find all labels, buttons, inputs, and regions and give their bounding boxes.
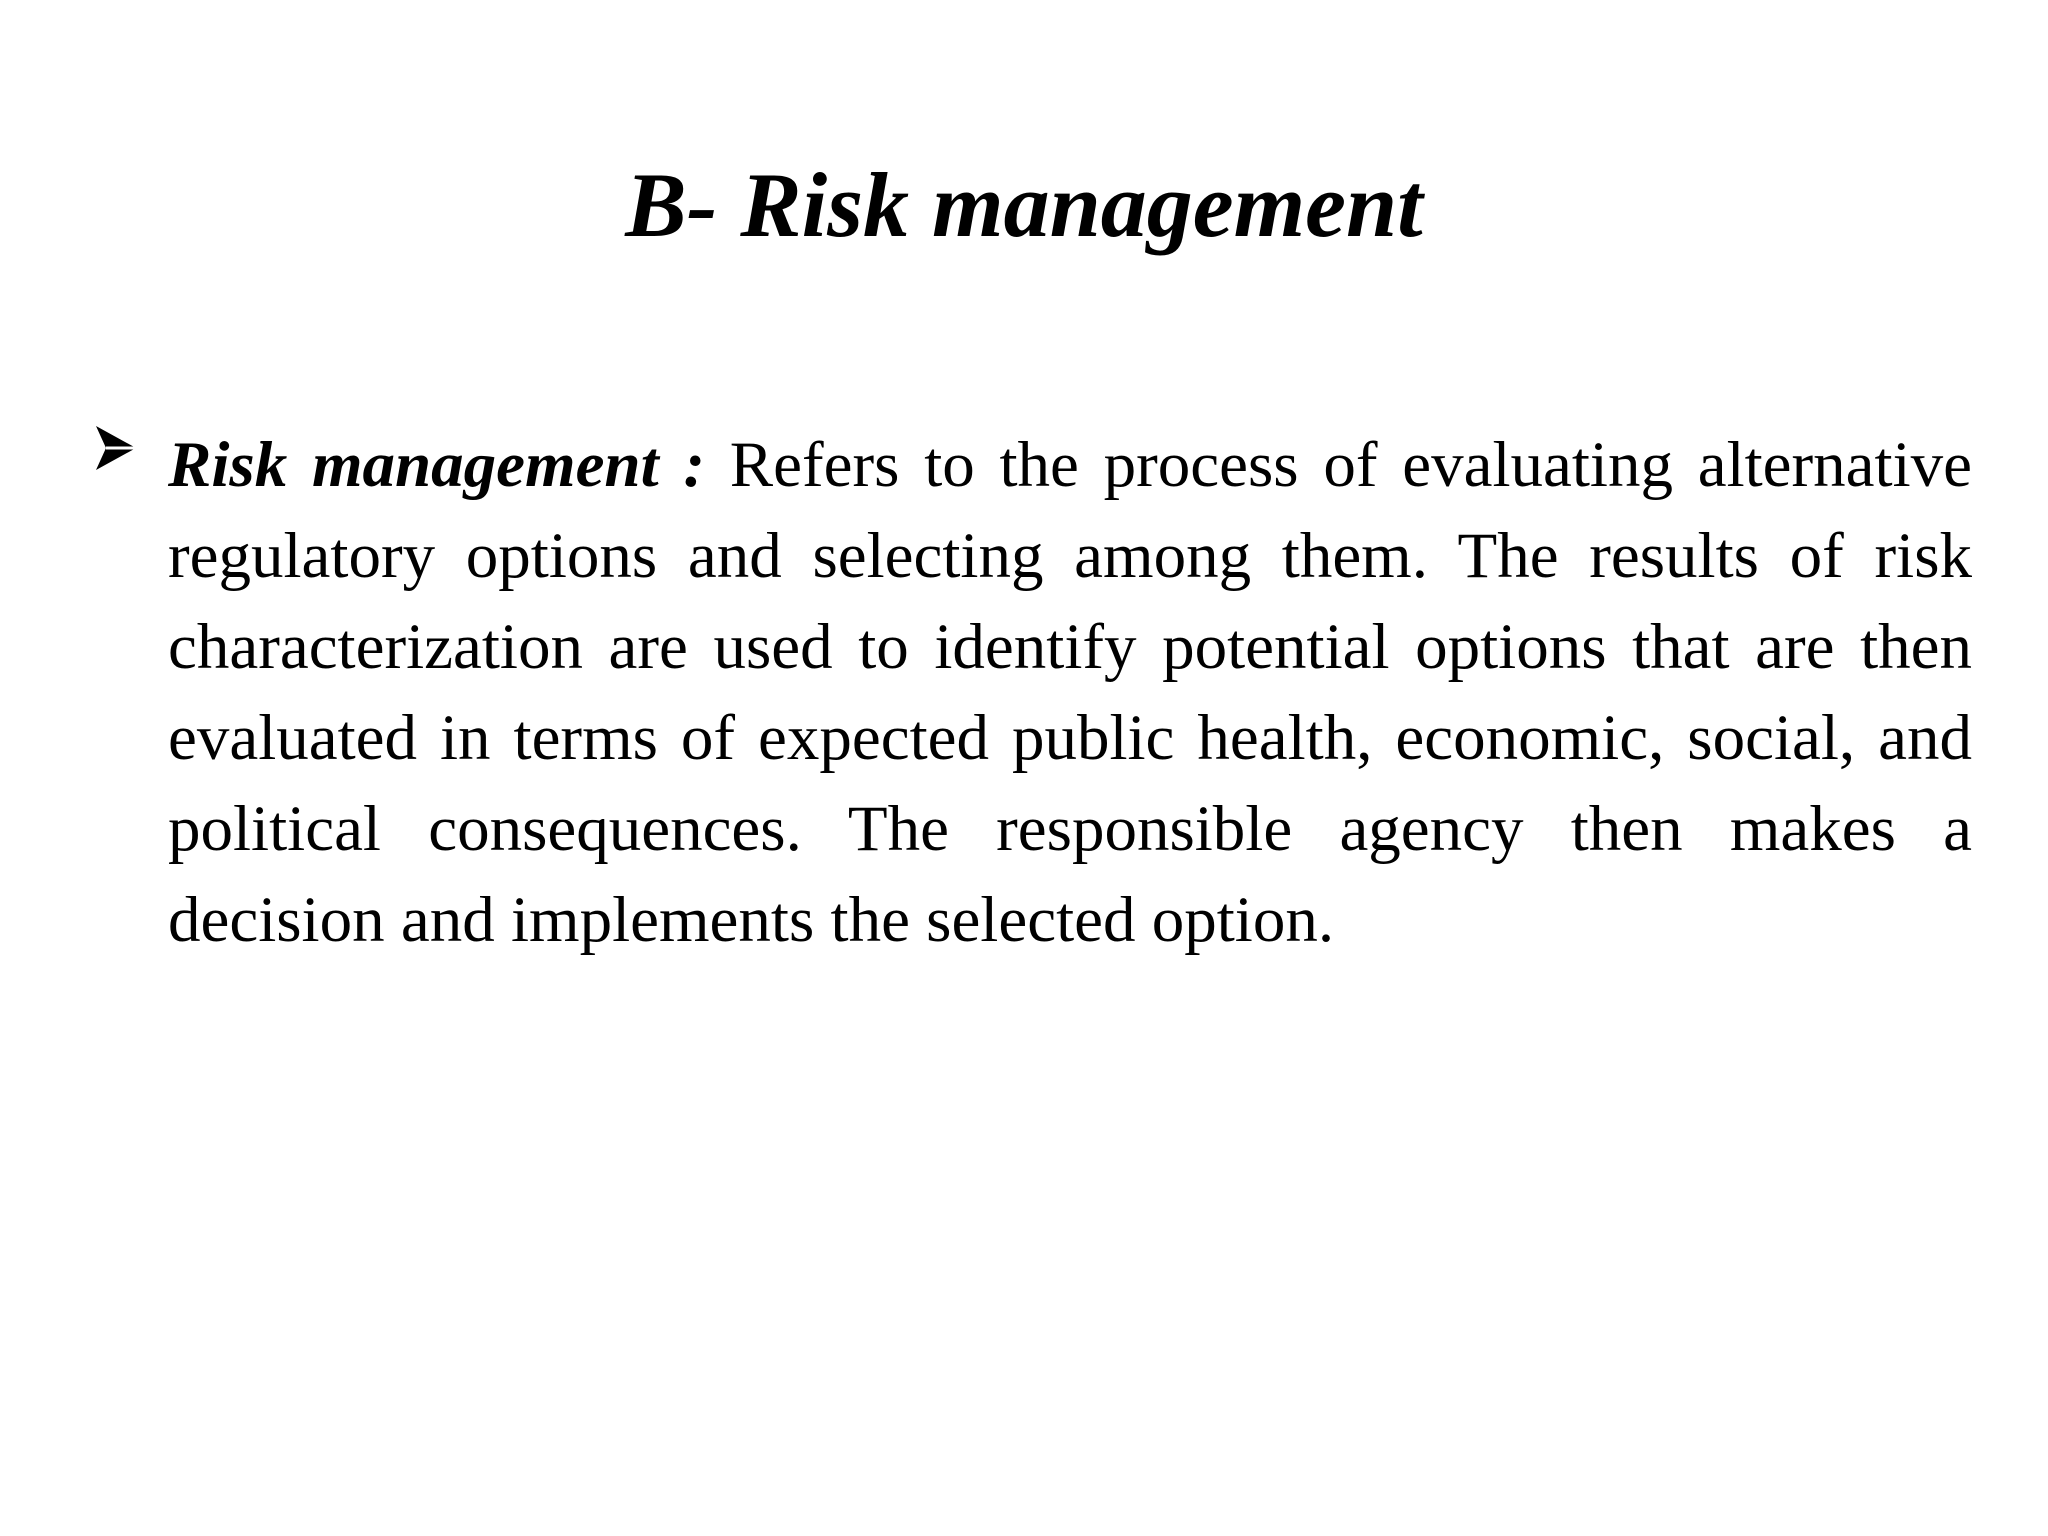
bullet-definition: Refers to the process of evaluating alternative regulatory options and selecting among them. The results of risk characterization are used to identify potential options that are then evaluated in terms of expected public health, economic, social, and political consequences. The responsible agency then makes a decision and implements the selected option. bbox=[168, 429, 1972, 956]
bullet-text bbox=[168, 420, 1972, 966]
slide-title: B- Risk management bbox=[625, 154, 1423, 256]
arrowhead-bullet-icon bbox=[92, 420, 140, 480]
bullet-term: Risk management : bbox=[168, 429, 706, 501]
